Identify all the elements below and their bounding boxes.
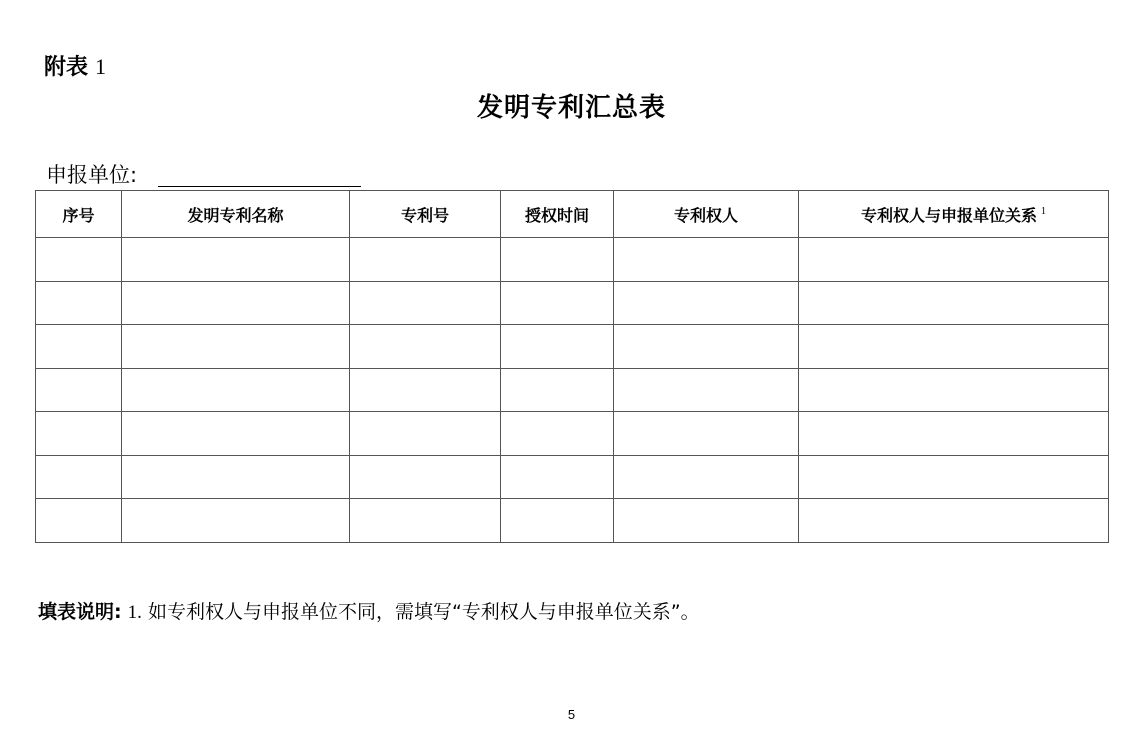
header-patentee-relation bbox=[799, 191, 1109, 238]
cell-patent-number[interactable] bbox=[350, 325, 501, 369]
table-row bbox=[36, 238, 1109, 282]
cell-patentee-relation[interactable] bbox=[799, 368, 1109, 412]
cell-patent-name[interactable] bbox=[122, 412, 350, 456]
declaring-unit-fill-line[interactable] bbox=[158, 186, 361, 187]
cell-patentee-relation[interactable] bbox=[799, 325, 1109, 369]
cell-patentee-relation[interactable] bbox=[799, 412, 1109, 456]
table-row bbox=[36, 281, 1109, 325]
cell-patentee[interactable] bbox=[614, 281, 799, 325]
cell-patent-name[interactable] bbox=[122, 325, 350, 369]
patent-summary-table bbox=[35, 190, 1109, 543]
table-row bbox=[36, 368, 1109, 412]
cell-patentee[interactable] bbox=[614, 368, 799, 412]
cell-patentee-relation[interactable] bbox=[799, 238, 1109, 282]
cell-patent-name[interactable] bbox=[122, 238, 350, 282]
cell-patent-name[interactable] bbox=[122, 368, 350, 412]
cell-serial-number[interactable] bbox=[36, 281, 122, 325]
cell-patent-number[interactable] bbox=[350, 412, 501, 456]
table-row bbox=[36, 325, 1109, 369]
cell-patent-number[interactable] bbox=[350, 238, 501, 282]
table-header-row bbox=[36, 191, 1109, 238]
cell-grant-date[interactable] bbox=[501, 238, 614, 282]
cell-serial-number[interactable] bbox=[36, 238, 122, 282]
cell-patentee[interactable] bbox=[614, 412, 799, 456]
header-patent-number: 专利号 bbox=[350, 191, 501, 238]
cell-patentee-relation[interactable] bbox=[799, 499, 1109, 543]
cell-serial-number[interactable] bbox=[36, 499, 122, 543]
cell-patent-number[interactable] bbox=[350, 281, 501, 325]
fill-instructions-label: 填表说明: bbox=[38, 601, 122, 623]
table-row bbox=[36, 499, 1109, 543]
cell-patentee-relation[interactable] bbox=[799, 455, 1109, 499]
cell-grant-date[interactable] bbox=[501, 325, 614, 369]
header-patentee: 专利权人 bbox=[614, 191, 799, 238]
cell-serial-number[interactable] bbox=[36, 455, 122, 499]
declaring-unit-row bbox=[46, 160, 137, 190]
appendix-number: 1 bbox=[95, 54, 107, 79]
header-grant-date: 授权时间 bbox=[501, 191, 614, 238]
cell-patentee[interactable] bbox=[614, 455, 799, 499]
cell-patent-name[interactable] bbox=[122, 499, 350, 543]
cell-patent-name[interactable] bbox=[122, 281, 350, 325]
cell-grant-date[interactable] bbox=[501, 455, 614, 499]
cell-patentee[interactable] bbox=[614, 499, 799, 543]
fill-instructions-item-number: 1. bbox=[127, 602, 142, 623]
cell-serial-number[interactable] bbox=[36, 368, 122, 412]
declaring-unit-label: 申报单位: bbox=[46, 163, 138, 187]
cell-grant-date[interactable] bbox=[501, 499, 614, 543]
table-row bbox=[36, 455, 1109, 499]
appendix-label bbox=[44, 52, 106, 83]
cell-patent-number[interactable] bbox=[350, 455, 501, 499]
header-footnote-marker: 1 bbox=[1041, 206, 1046, 218]
fill-instructions-item-text: 如专利权人与申报单位不同，需填写“专利权人与申报单位关系”。 bbox=[147, 601, 700, 623]
cell-serial-number[interactable] bbox=[36, 412, 122, 456]
cell-patent-number[interactable] bbox=[350, 499, 501, 543]
cell-patent-name[interactable] bbox=[122, 455, 350, 499]
appendix-label-text: 附表 bbox=[44, 55, 89, 80]
cell-patent-number[interactable] bbox=[350, 368, 501, 412]
table-body bbox=[36, 238, 1109, 543]
cell-grant-date[interactable] bbox=[501, 281, 614, 325]
header-patentee-relation-text: 专利权人与申报单位关系 bbox=[860, 205, 1037, 225]
table-row bbox=[36, 412, 1109, 456]
cell-patentee[interactable] bbox=[614, 238, 799, 282]
header-serial-number: 序号 bbox=[36, 191, 122, 238]
document-title: 发明专利汇总表 bbox=[476, 93, 666, 123]
header-patent-name: 发明专利名称 bbox=[122, 191, 350, 238]
fill-instructions bbox=[38, 598, 700, 627]
cell-grant-date[interactable] bbox=[501, 412, 614, 456]
cell-patentee-relation[interactable] bbox=[799, 281, 1109, 325]
cell-serial-number[interactable] bbox=[36, 325, 122, 369]
cell-patentee[interactable] bbox=[614, 325, 799, 369]
cell-grant-date[interactable] bbox=[501, 368, 614, 412]
page-number: 5 bbox=[567, 707, 576, 722]
